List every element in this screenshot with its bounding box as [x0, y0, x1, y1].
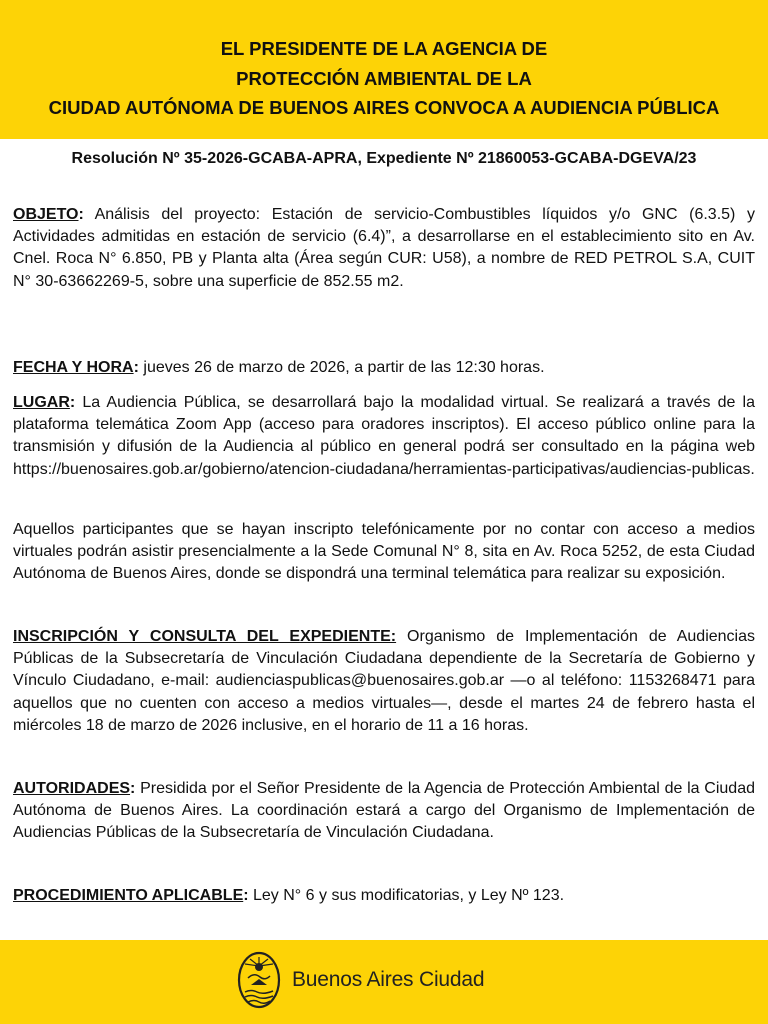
autoridades-text: Presidida por el Señor Presidente de la Agencia de Protección Ambiental de la Ciudad Autónoma de Buenos Aires. La coordinación estará a cargo del Organismo de Implementación de Audiencias Públicas de la Subsecretaría de Vinculación Ciudadana. — [13, 780, 755, 842]
inscripcion-label: INSCRIPCIÓN Y CONSULTA DEL EXPEDIENTE: — [13, 628, 397, 645]
section-autoridades: AUTORIDADES: Presidida por el Señor Presidente de la Agencia de Protección Ambiental de la Ciudad Autónoma de Buenos Aires. La coordinación estará a cargo del Organismo de Implementación de Audiencias Públicas de la Subsecretaría de Vinculación Ciudadana. — [13, 780, 755, 842]
inscripcion-text: Organismo de Implementación de Audiencias Públicas de la Subsecretaría de Vinculación Ciudadana dependiente de la Secretaría de Gobierno y Vínculo Ciudadano, e-mail: audienciaspublicas@buenosaires.gob.ar —o al teléfono: 1153268471 para aquellos que no cuenten con acceso a medios virtuales—, desde el martes 24 de febrero hasta el miércoles 18 de marzo de 2026 inclusive, en el horario de 11 a 16 horas. — [13, 628, 755, 734]
fecha-text: jueves 26 de marzo de 2026, a partir de las 12:30 horas. — [138, 359, 545, 376]
header-banner — [0, 0, 768, 139]
fecha-label: FECHA Y HORA — [13, 359, 134, 376]
section-inscripcion — [13, 626, 755, 737]
section-lugar: LUGAR: La Audiencia Pública, se desarrollará bajo la modalidad virtual. Se realizará a través de la plataforma telemática Zoom App (acceso para oradores inscriptos). El acceso público online para la transmisión y difusión de la Audiencia al público en general podrá ser consultado en la página web https://buenosaires.gob.ar/gobierno/atencion-ciudadana/herramientas-participativas/audiencias-publicas. — [13, 394, 755, 478]
logo-text: Buenos Aires Ciudad — [292, 968, 485, 991]
autoridades-label: AUTORIDADES — [13, 780, 131, 797]
procedimiento-text: Ley N° 6 y sus modificatorias, y Ley Nº 123. — [248, 887, 565, 904]
header-title-line-1: EL PRESIDENTE DE LA AGENCIA DE — [220, 38, 548, 59]
lugar-label: LUGAR — [13, 394, 70, 411]
objeto-label: OBJETO — [13, 206, 79, 223]
section-fecha: FECHA Y HORA: jueves 26 de marzo de 2026, a partir de las 12:30 horas. — [13, 359, 545, 376]
presencial-text: Aquellos participantes que se hayan inscripto telefónicamente por no contar con acceso a medios virtuales podrán asistir presencialmente a la Sede Comunal N° 8, sita en Av. Roca 5252, de esta Ciudad Autónoma de Buenos Aires, donde se dispondrá una terminal telemática para realizar su exposición. — [13, 521, 755, 583]
section-objeto: OBJETO: Análisis del proyecto: Estación de servicio-Combustibles líquidos y/o GNC (6.3.5) y Actividades admitidas en estación de servicio (6.4)”, a desarrollarse en el establecimiento sito en Av. Cnel. Roca N° 6.850, PB y Planta alta (Área según CUR: U58), a nombre de RED PETROL S.A, CUIT N° 30-63662269-5, sobre una superficie de 852.55 m2. — [13, 206, 755, 290]
section-presencial — [13, 519, 755, 586]
lugar-text: La Audiencia Pública, se desarrollará bajo la modalidad virtual. Se realizará a través de la plataforma telemática Zoom App (acceso para oradores inscriptos). El acceso público online para la transmisión y difusión de la Audiencia al público en general podrá ser consultado en la página web https://buenosaires.gob.ar/gobierno/atencion-ciudadana/herramientas-participativas/audiencias-publicas. — [13, 394, 755, 478]
objeto-text: Análisis del proyecto: Estación de servicio-Combustibles líquidos y/o GNC (6.3.5) y Actividades admitidas en estación de servicio (6.4)”, a desarrollarse en el establecimiento sito en Av. Cnel. Roca N° 6.850, PB y Planta alta (Área según CUR: U58), a nombre de RED PETROL S.A, CUIT N° 30-63662269-5, sobre una superficie de 852.55 m2. — [13, 206, 755, 290]
header-title-line-2: PROTECCIÓN AMBIENTAL DE LA — [236, 68, 532, 89]
buenos-aires-ciudad-logo — [236, 950, 484, 1010]
resolution-reference: Resolución Nº 35-2026-GCABA-APRA, Expediente Nº 21860053-GCABA-DGEVA/23 — [71, 150, 697, 167]
city-coat-of-arms-icon — [236, 950, 282, 1010]
section-procedimiento: PROCEDIMIENTO APLICABLE: Ley N° 6 y sus modificatorias, y Ley Nº 123. — [13, 887, 565, 904]
header-title-line-3: CIUDAD AUTÓNOMA DE BUENOS AIRES CONVOCA A AUDIENCIA PÚBLICA — [48, 97, 720, 118]
procedimiento-label: PROCEDIMIENTO APLICABLE — [13, 887, 244, 904]
